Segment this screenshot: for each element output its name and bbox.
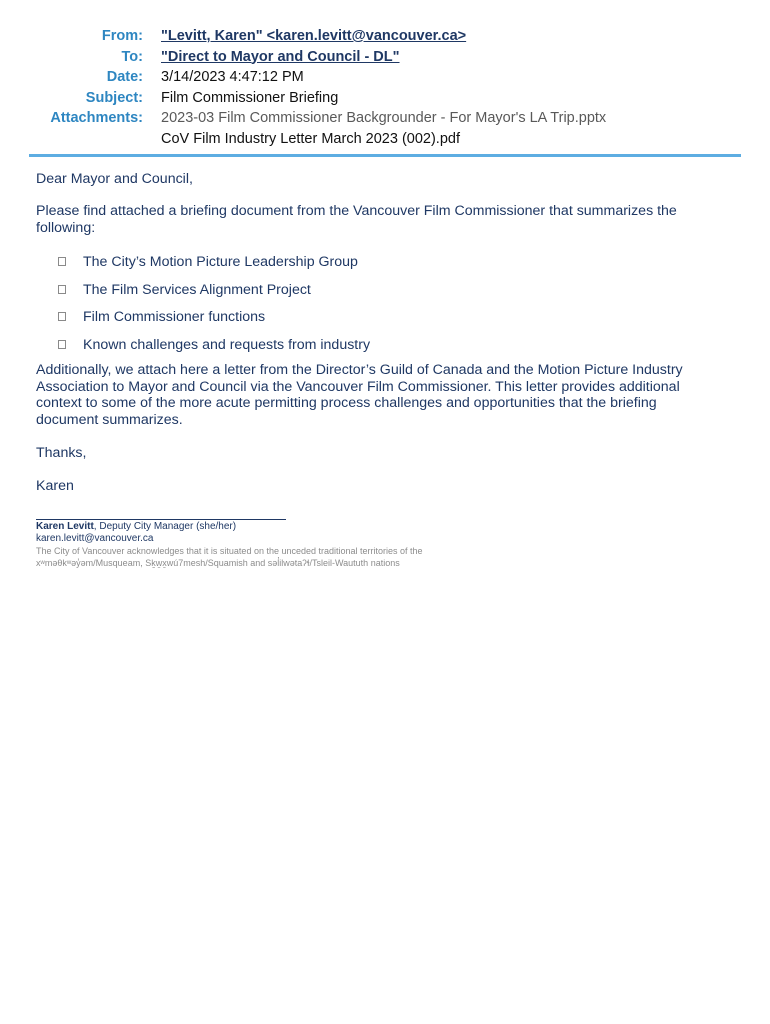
email-header	[0, 26, 770, 149]
list-item-text: The City’s Motion Picture Leadership Group	[83, 254, 358, 270]
checkbox-bullet-icon	[58, 285, 66, 294]
checkbox-bullet-icon	[58, 257, 66, 266]
from-label: From:	[101, 28, 143, 44]
list-item-text: The Film Services Alignment Project	[83, 281, 311, 298]
subject-label: Subject:	[85, 89, 143, 106]
signature-title: , Deputy City Manager (she/her)	[93, 521, 237, 532]
attachment-item[interactable]: CoV Film Industry Letter March 2023 (002).pdf	[161, 130, 460, 147]
date-label: Date:	[106, 69, 143, 85]
from-value[interactable]: "Levitt, Karen" <karen.levitt@vancouver.ca>	[161, 28, 467, 44]
closing-thanks: Thanks,	[36, 445, 87, 461]
signature-divider	[36, 519, 286, 520]
land-acknowledgement: The City of Vancouver acknowledges that it is situated on the unceded traditional territories of the xʷməθkʷəy̓əm/Musqueam, Sḵw̱x̱wú7mesh/Squamish and səl̓ilwətaʔɬ/Tsleil-Waututh nations	[36, 546, 423, 568]
subject-row	[0, 88, 770, 109]
additional-paragraph: Additionally, we attach here a letter from the Director’s Guild of Canada and the Motion Picture Industry Association to Mayor and Council via the Vancouver Film Commissioner. This letter provides additional context to some of the more acute permitting process challenges and opportunities that the briefing document summarizes.	[36, 362, 683, 428]
signature-name-line	[36, 521, 236, 533]
date-row	[0, 67, 770, 88]
attachments-row-2	[0, 129, 770, 150]
closing-name: Karen	[36, 478, 74, 494]
subject-value: Film Commissioner Briefing	[161, 89, 339, 106]
to-value[interactable]: "Direct to Mayor and Council - DL"	[161, 48, 400, 65]
from-row	[0, 26, 770, 47]
to-row	[0, 47, 770, 68]
list-item-text: Known challenges and requests from industry	[83, 336, 371, 353]
checkbox-bullet-icon	[58, 312, 66, 321]
to-label: To:	[121, 48, 143, 65]
signature-name: Karen Levitt	[36, 521, 94, 532]
attachments-row	[0, 108, 770, 129]
checkbox-bullet-icon	[58, 340, 66, 349]
date-value: 3/14/2023 4:47:12 PM	[161, 69, 304, 85]
greeting-paragraph: Dear Mayor and Council,	[36, 171, 193, 187]
signature-block	[36, 521, 236, 545]
list-item-text: Film Commissioner functions	[83, 309, 266, 325]
intro-paragraph: Please find attached a briefing document from the Vancouver Film Commissioner that summarizes the following:	[36, 203, 677, 236]
header-divider	[29, 154, 741, 157]
attachment-item[interactable]: 2023-03 Film Commissioner Backgrounder - For Mayor's LA Trip.pptx	[161, 110, 607, 126]
signature-email[interactable]: karen.levitt@vancouver.ca	[36, 533, 154, 544]
attachments-label: Attachments:	[50, 110, 143, 126]
